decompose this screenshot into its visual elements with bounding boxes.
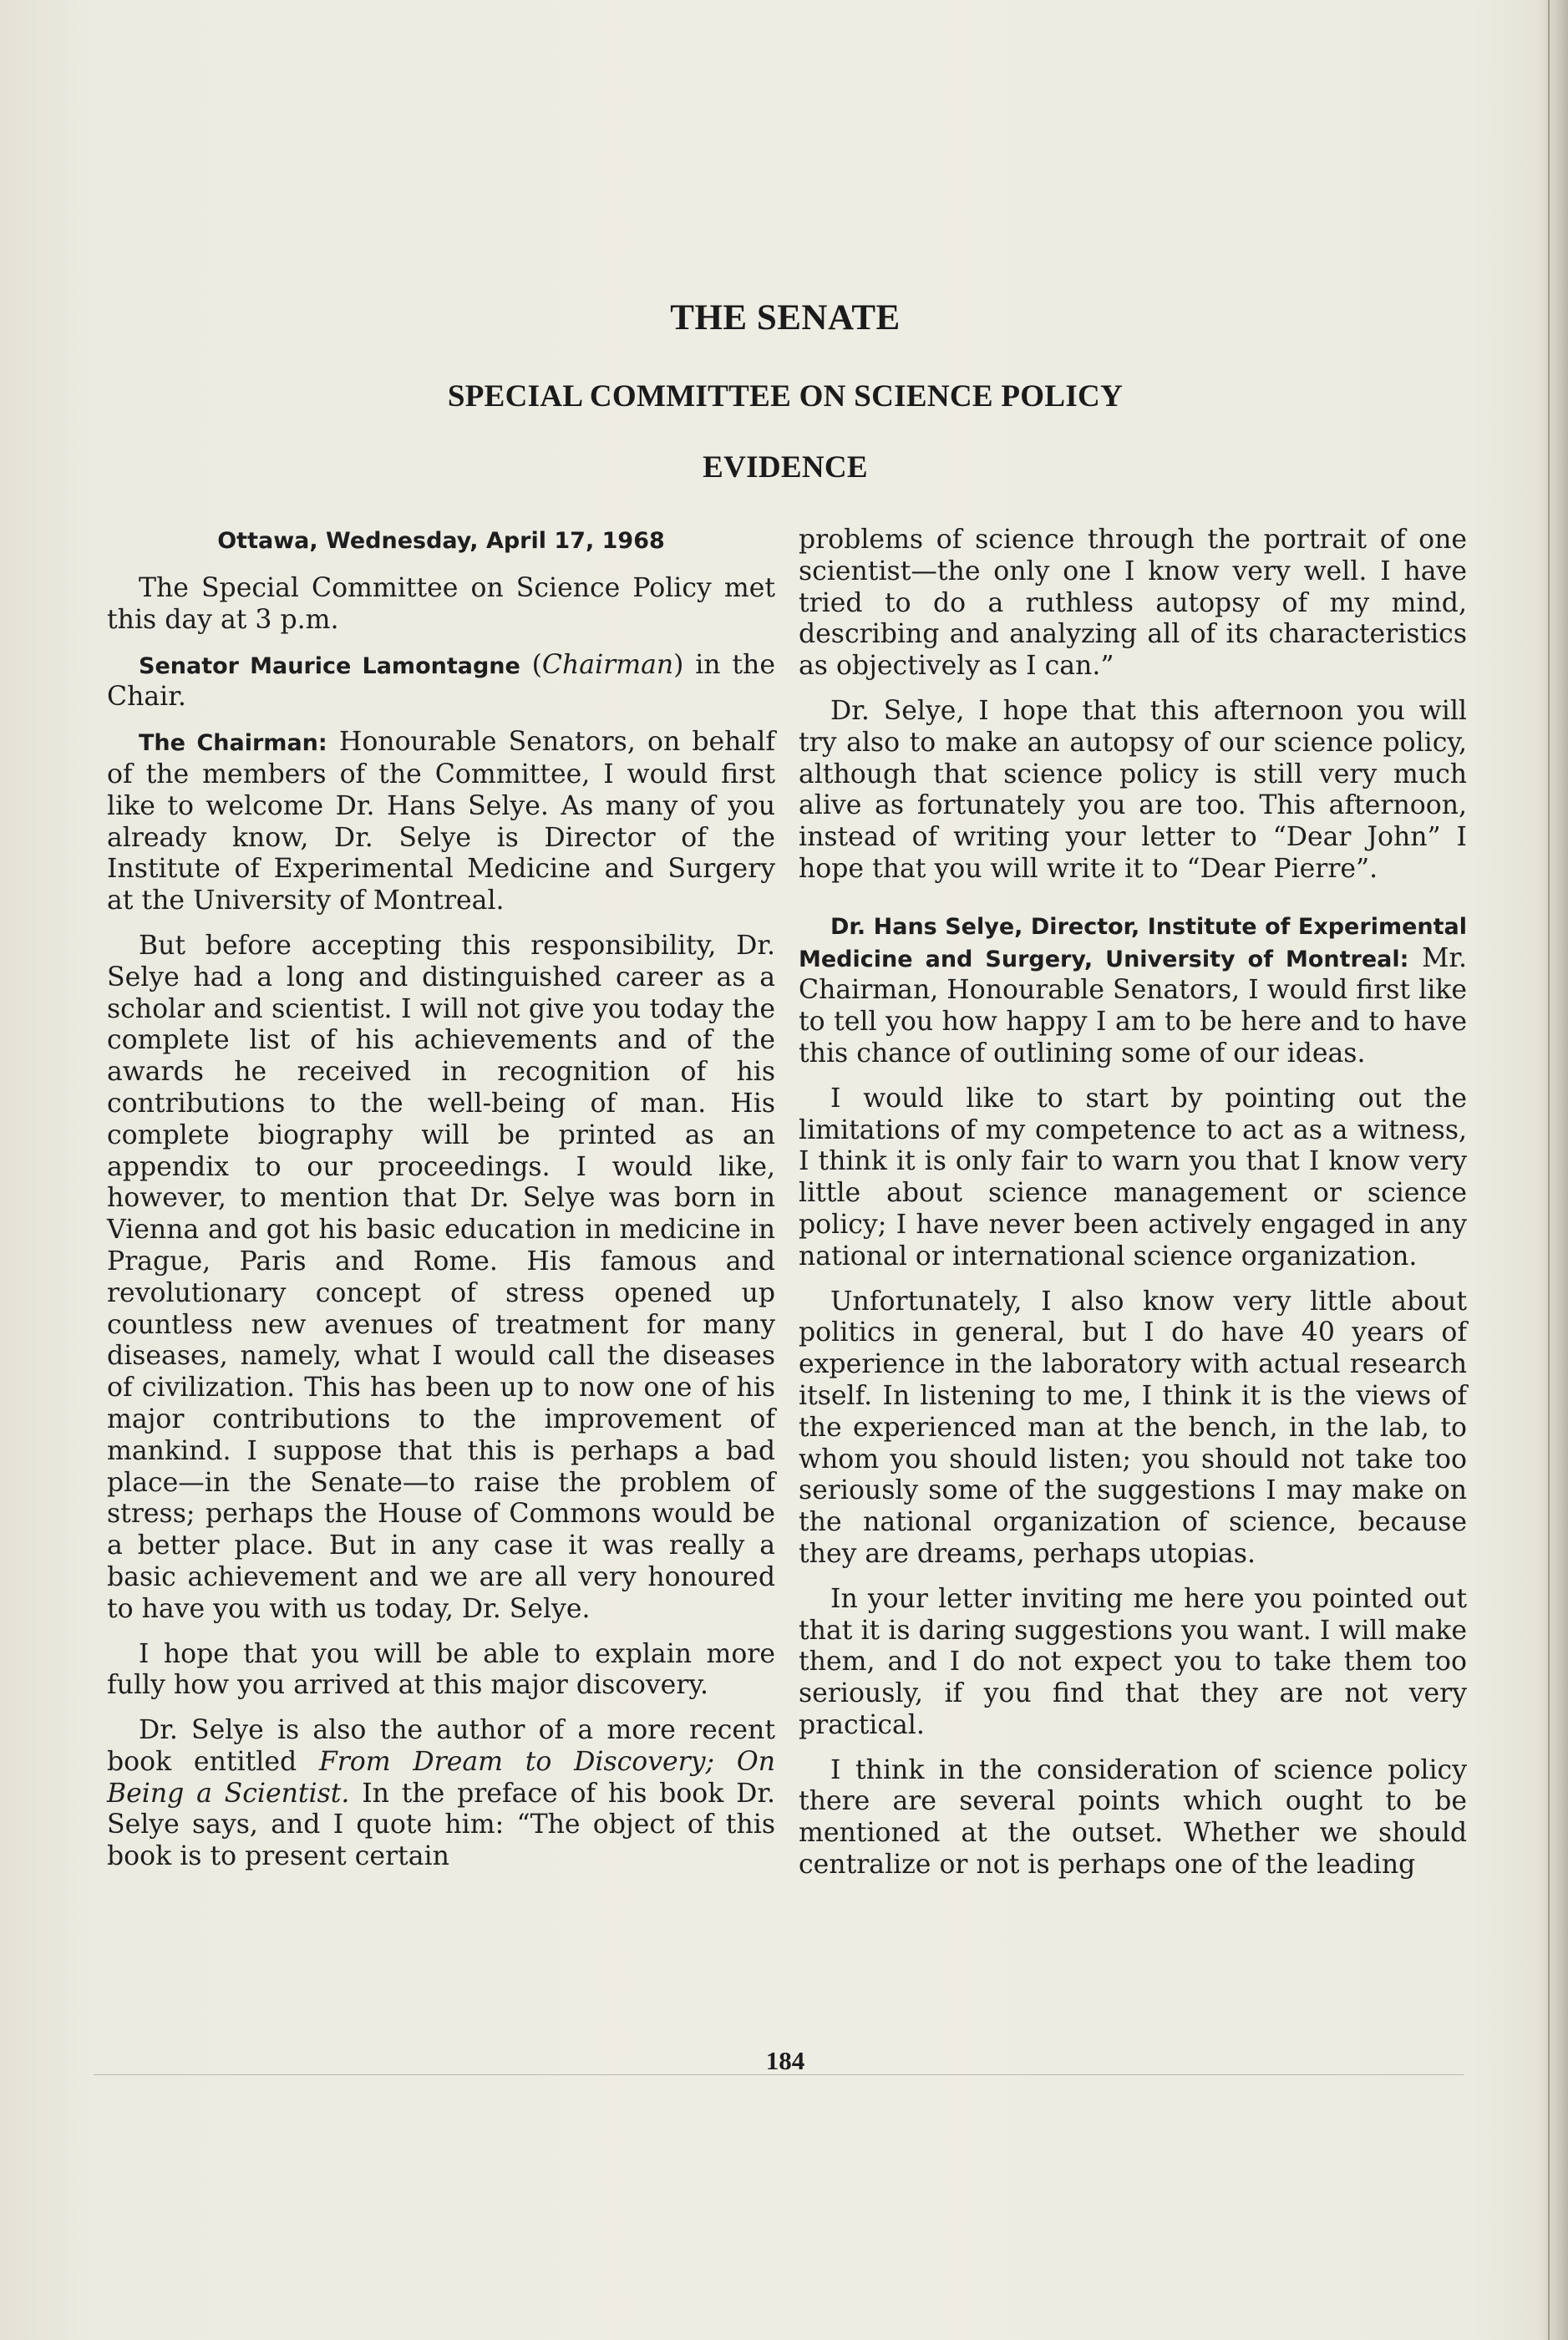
- left-column: [107, 525, 775, 1886]
- paragraph-quote-continued: problems of science through the portrait of one scientist—the only one I know very well. I have tried to do a ruthless autopsy of my mind, describing and analyzing all of its characteristics as objectively as I can.”: [799, 525, 1467, 682]
- committee-title: SPECIAL COMMITTEE ON SCIENCE POLICY: [447, 379, 1124, 414]
- paragraph-chairman-welcome: [107, 727, 775, 917]
- paragraph-text: Mr. Chairman, Honourable Senators, I would first like to tell you how happy I am to be here and to have this chance of outlining some of our ideas.: [799, 942, 1468, 1068]
- binding-shadow: [1538, 0, 1568, 2340]
- paragraph-meeting-opened: The Special Committee on Science Policy met this day at 3 p.m.: [107, 573, 775, 635]
- page-title: THE SENATE: [670, 298, 901, 338]
- book-title: From Dream to Discovery; On Being a Scientist.: [107, 1746, 775, 1809]
- paragraph-text: in the Chair.: [107, 649, 775, 713]
- speaker-name: Senator Maurice Lamontagne: [139, 652, 520, 679]
- paragraph-selye-opening: [799, 911, 1467, 1070]
- page-number: 184: [765, 2046, 805, 2075]
- footer-rule: [94, 2074, 1464, 2075]
- paragraph-daring-suggestions: In your letter inviting me here you pointed out that it is daring suggestions you want. I will make them, and I do not expect you to take them too seriously, if you find that they are not very practical.: [799, 1583, 1467, 1740]
- section-title: EVIDENCE: [703, 450, 868, 485]
- paragraph-autopsy: Dr. Selye, I hope that this afternoon you will try also to make an autopsy of our science policy, although that science policy is still very much alive as fortunately you are too. This afternoon, instead of writing your letter to “Dear John” I hope that you will write it to “Dear Pierre”.: [799, 695, 1467, 884]
- speaker-label: The Chairman:: [139, 730, 327, 757]
- speaker-role: Chairman: [541, 649, 674, 680]
- right-column: [799, 525, 1467, 1895]
- paragraph-biography: But before accepting this responsibility, Dr. Selye had a long and distinguished career as a scholar and scientist. I will not give you today the complete list of his achievements and of the awards he received in recognition of his contributions to the well-being of man. His complete biography will be printed as an appendix to our proceedings. I would like, however, to mention that Dr. Selye was born in Vienna and got his basic education in medicine in Prague, Paris and Rome. His famous and revolutionary concept of stress opened up countless new avenues of treatment for many diseases, namely, what I would call the diseases of civilization. This has been up to now one of his major contributions to the improvement of mankind. I suppose that this is perhaps a bad place—in the Senate—to raise the problem of stress; perhaps the House of Commons would be a better place. But in any case it was really a basic achievement and we are all very honoured to have you with us today, Dr. Selye.: [107, 930, 775, 1624]
- paragraph-limitations: I would like to start by pointing out the limitations of my competence to act as a witness, I think it is only fair to warn you that I know very little about science management or science policy; I have never been actively engaged in any national or international science organization.: [799, 1083, 1467, 1272]
- paragraph-politics: Unfortunately, I also know very little about politics in general, but I do have 40 years of experience in the laboratory with actual research itself. In listening to me, I think it is the views of the experienced man at the bench, in the lab, to whom you should listen; you should not take too seriously some of the suggestions I may make on the national organization of science, because they are dreams, perhaps utopias.: [799, 1286, 1467, 1569]
- speaker-label: Dr. Hans Selye, Director, Institute of Experimental Medicine and Surgery, University of Montreal:: [799, 913, 1467, 972]
- paragraph-text: Dr. Selye is also the author of a more recent book entitled: [107, 1715, 775, 1777]
- binding-edge: [1548, 0, 1550, 2340]
- paragraph-discovery: I hope that you will be able to explain more fully how you arrived at this major discovery.: [107, 1638, 775, 1701]
- paragraph-chair-statement: Senator Maurice Lamontagne (Chairman) in the Chair.: [107, 649, 775, 713]
- paragraph-book: [107, 1715, 775, 1873]
- paragraph-centralize: I think in the consideration of science policy there are several points which ought to be mentioned at the outset. Whether we should centralize or not is perhaps one of the leading: [799, 1754, 1467, 1881]
- paragraph-text: In the preface of his book Dr. Selye says, and I quote him: “The object of this book is to present certain: [107, 1778, 775, 1872]
- paragraph-text: Honourable Senators, on behalf of the members of the Committee, I would first like to welcome Dr. Hans Selye. As many of you already know, Dr. Selye is Director of the Institute of Experimental Medicine and Surgery at the University of Montreal.: [107, 727, 775, 916]
- dateline: Ottawa, Wednesday, April 17, 1968: [217, 528, 665, 554]
